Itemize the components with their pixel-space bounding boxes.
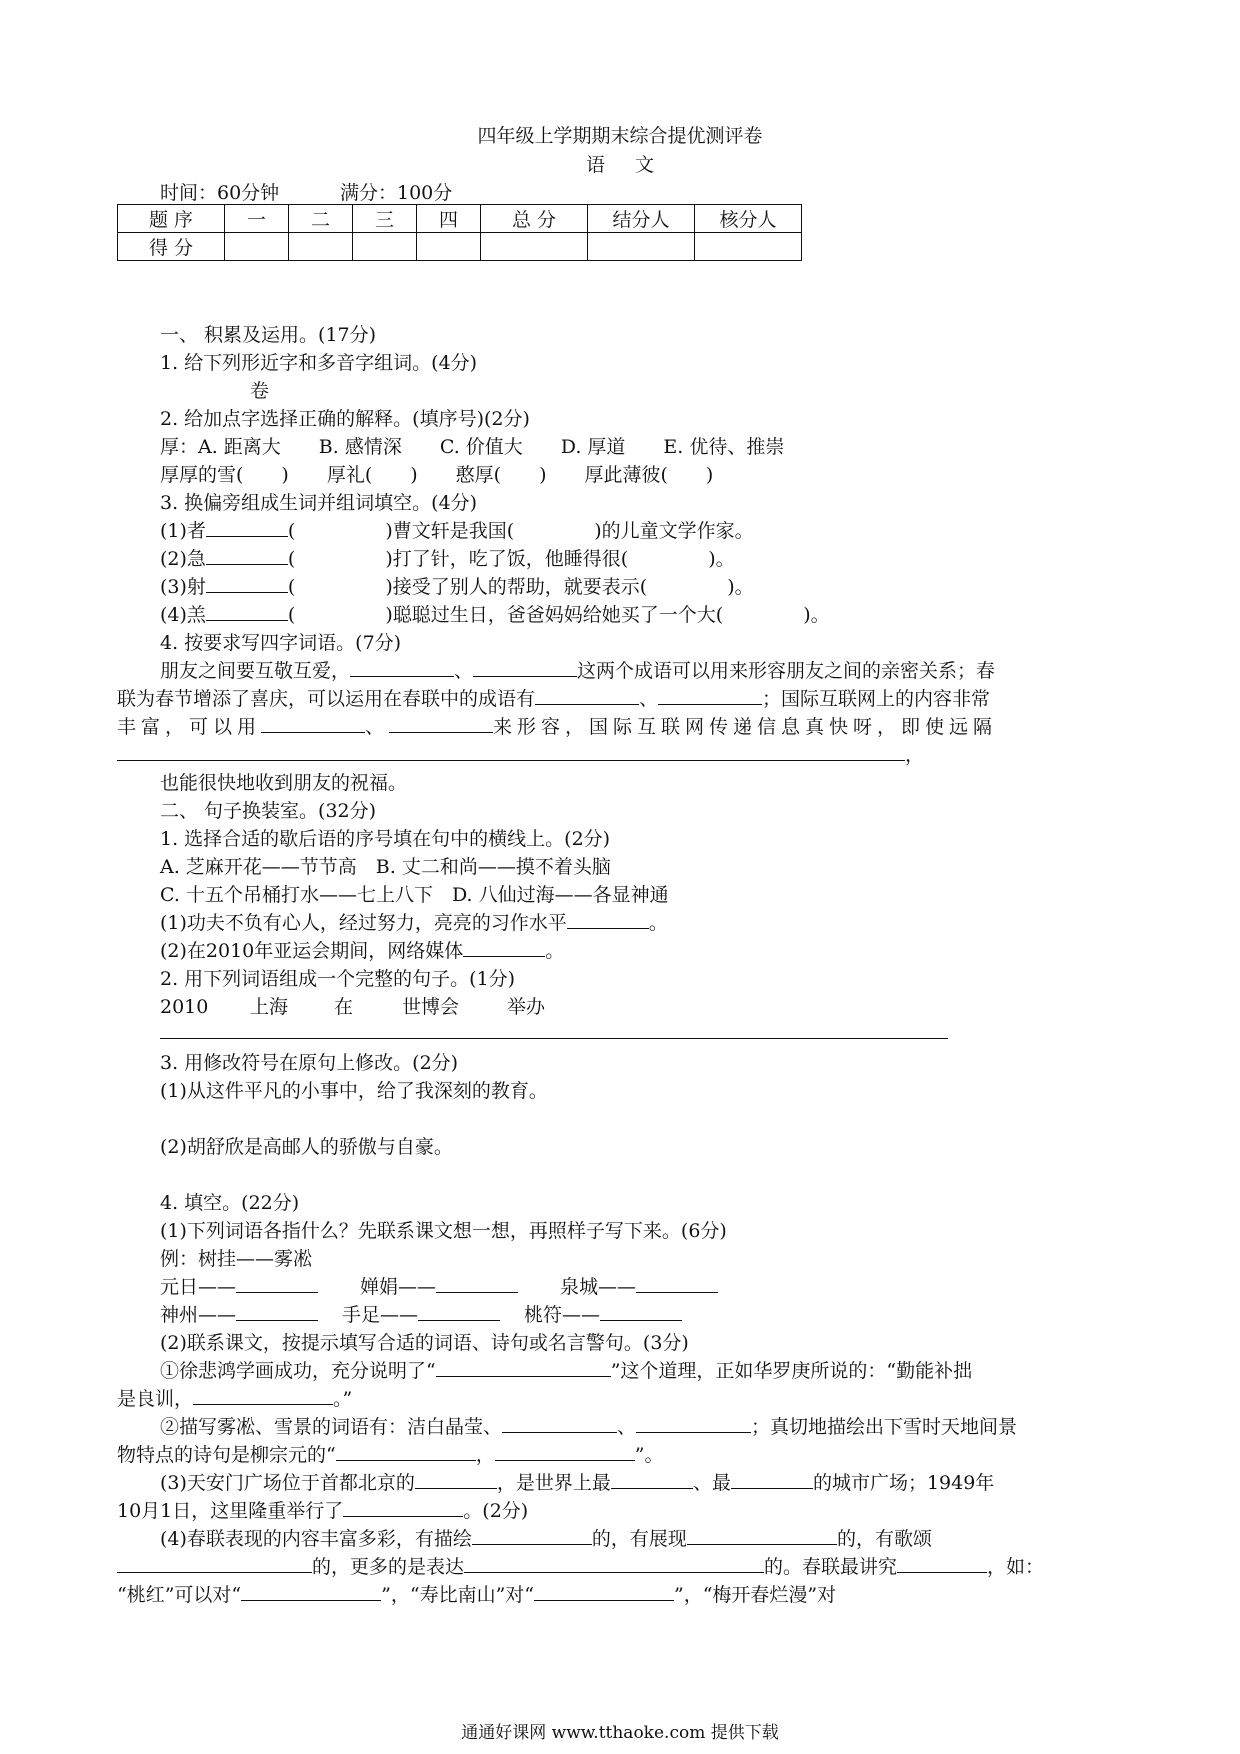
- question-text: (1)下列词语各指什么？先联系课文想一想，再照样子写下来。(6分): [160, 1220, 727, 1242]
- score-table-header-row: [118, 205, 802, 233]
- paragraph-line: 丰富，可以用 、 来形容，国际互联网传递信息真快呀，即使远隔: [117, 716, 998, 738]
- sentence: (2)胡舒欣是高邮人的骄傲与自豪。: [160, 1136, 453, 1158]
- answer-blank[interactable]: [567, 910, 649, 929]
- question-text: 4. 填空。(22分): [160, 1192, 300, 1214]
- item-text: 曹文轩是我国(: [392, 520, 515, 542]
- answer-blank[interactable]: [464, 1554, 764, 1573]
- text: ②描写雾凇、雪景的词语有：洁白晶莹、: [160, 1416, 503, 1438]
- paragraph-line: [117, 1440, 663, 1467]
- item-text: 聪聪过生日，爸爸妈妈给她买了一个大(: [392, 604, 724, 626]
- text: 。”: [333, 1388, 353, 1410]
- list-item: (3)射 ( )接受了别人的帮助，就要表示( )。: [160, 576, 754, 598]
- answer-blank[interactable]: [241, 1582, 381, 1601]
- answer-blank[interactable]: [415, 1470, 497, 1489]
- word-list: [160, 992, 545, 1019]
- question-text: 2. 用下列词语组成一个完整的句子。(1分): [160, 968, 516, 990]
- answer-blank[interactable]: [343, 1498, 463, 1517]
- paragraph-line: [117, 1384, 352, 1411]
- paragraph-line: [160, 1356, 972, 1383]
- text: 是良训，: [117, 1388, 194, 1410]
- example: 例：树挂——雾凇: [160, 1248, 313, 1270]
- table-cell: 总 分: [481, 205, 588, 233]
- paragraph-line: ，: [117, 740, 924, 767]
- answer-blank[interactable]: [418, 1302, 500, 1321]
- word: 2010: [160, 996, 209, 1018]
- answer-blank[interactable]: [336, 1442, 476, 1461]
- answer-blank[interactable]: [350, 658, 454, 677]
- text: “桃红”可以对“: [117, 1584, 242, 1606]
- answer-blank[interactable]: [436, 1358, 611, 1377]
- word: 泉城——: [560, 1276, 637, 1298]
- text: 的，更多的是表达: [312, 1556, 465, 1578]
- item-text: )。: [727, 576, 754, 598]
- answer-blank[interactable]: [206, 602, 288, 621]
- text: 。(2分): [463, 1500, 529, 1522]
- text: 来形容，国际互联网传递信息真快呀，即使远隔: [493, 716, 998, 738]
- exam-subject: 语文: [585, 154, 684, 176]
- exam-time: 时间：60分钟: [160, 182, 280, 204]
- text: 联为春节增添了喜庆，可以运用在春联中的成语有: [117, 688, 536, 710]
- question-text: (2)联系课文，按提示填写合适的词语、诗句或名言警句。(3分): [160, 1332, 689, 1354]
- question-text: 卷: [250, 380, 270, 402]
- answer-blank[interactable]: [463, 938, 545, 957]
- list-item: (2)在2010年亚运会期间，网络媒体 。: [160, 940, 565, 962]
- question-text: 3. 换偏旁组成生词并组词填空。(4分): [160, 492, 478, 514]
- paragraph-line: 联为春节增添了喜庆，可以运用在春联中的成语有 、 ；国际互联网上的内容非常: [117, 688, 991, 710]
- table-cell[interactable]: [588, 233, 695, 261]
- answer-blank[interactable]: [611, 1470, 693, 1489]
- answer-blank[interactable]: [502, 1414, 617, 1433]
- question-text: 1. 给下列形近字和多音字组词。(4分): [160, 352, 478, 374]
- answer-blank[interactable]: [472, 1526, 592, 1545]
- answer-blank[interactable]: [206, 546, 288, 565]
- question-text: 1. 选择合适的歇后语的序号填在句中的横线上。(2分): [160, 828, 611, 850]
- item-label: (2)急: [160, 548, 206, 570]
- word: 世博会: [402, 996, 460, 1018]
- text: ”。: [634, 1444, 664, 1466]
- question-text: 2. 给加点字选择正确的解释。(填序号)(2分): [160, 408, 530, 430]
- answer-blank[interactable]: [495, 1442, 635, 1461]
- text: ，是世界上最: [496, 1472, 611, 1494]
- text: (2)在2010年亚运会期间，网络媒体: [160, 940, 464, 962]
- list-item: (2)急 ( )打了针，吃了饭，他睡得很( )。: [160, 548, 735, 570]
- answer-blank[interactable]: [658, 686, 762, 705]
- text: 、最: [692, 1472, 731, 1494]
- item-label: (4)羔: [160, 604, 206, 626]
- item-text: 打了针，吃了饭，他睡得很(: [392, 548, 629, 570]
- item-text: )。: [708, 548, 735, 570]
- table-cell[interactable]: [695, 233, 802, 261]
- answer-blank[interactable]: [117, 1554, 312, 1573]
- list-item: (1)功夫不负有心人，经过努力，亮亮的习作水平 。: [160, 912, 668, 934]
- paragraph-line: 朋友之间要互敬互爱， 、 这两个成语可以用来形容朋友之间的亲密关系；春: [160, 660, 996, 682]
- word: 元日——: [160, 1276, 237, 1298]
- text: (4)春联表现的内容丰富多彩，有描绘: [160, 1528, 472, 1550]
- answer-blank[interactable]: [160, 1020, 948, 1039]
- answer-blank[interactable]: [389, 714, 493, 733]
- answer-blank[interactable]: [236, 1302, 318, 1321]
- table-cell[interactable]: [481, 233, 588, 261]
- text: 也能很快地收到朋友的祝福。: [160, 772, 408, 794]
- word: 上海: [250, 996, 289, 1018]
- table-cell: 一: [225, 205, 289, 233]
- score-table-score-row: [118, 233, 802, 261]
- answer-blank[interactable]: [193, 1386, 333, 1405]
- word: 神州——: [160, 1304, 237, 1326]
- table-cell: 二: [289, 205, 353, 233]
- text: 的。春联最讲究: [764, 1556, 898, 1578]
- text: 这两个成语可以用来形容朋友之间的亲密关系；春: [577, 660, 996, 682]
- list-item: (1)者 ( )曹文轩是我国( )的儿童文学作家。: [160, 520, 754, 542]
- text: 的，有展现: [591, 1528, 687, 1550]
- sentence: (1)从这件平凡的小事中，给了我深刻的教育。: [160, 1080, 548, 1102]
- paragraph-line: [117, 1496, 528, 1523]
- text: 物特点的诗句是柳宗元的“: [117, 1444, 336, 1466]
- table-cell: 核分人: [695, 205, 802, 233]
- question-items: 厚厚的雪( ) 厚礼( ) 憨厚( ) 厚此薄彼( ): [160, 464, 714, 486]
- question-options: 厚：A. 距离大 B. 感情深 C. 价值大 D. 厚道 E. 优待、推崇: [160, 436, 785, 458]
- item-text: )的儿童文学作家。: [594, 520, 754, 542]
- item-label: (3)射: [160, 576, 206, 598]
- answer-blank[interactable]: [731, 1470, 813, 1489]
- text: 10月1日，这里隆重举行了: [117, 1500, 344, 1522]
- answer-blank[interactable]: [473, 658, 577, 677]
- answer-blank[interactable]: [206, 518, 288, 537]
- text: ”，“梅开春烂漫”对: [674, 1584, 837, 1606]
- table-cell: 题 序: [118, 205, 225, 233]
- item-label: (1)者: [160, 520, 206, 542]
- question-options: C. 十五个吊桶打水——七上八下 D. 八仙过海——各显神通: [160, 884, 669, 906]
- text: 的城市广场；1949年: [812, 1472, 995, 1494]
- text: 朋友之间要互敬互爱，: [160, 660, 351, 682]
- question-text: 3. 用修改符号在原句上修改。(2分): [160, 1052, 459, 1074]
- table-cell: 结分人: [588, 205, 695, 233]
- word: 手足——: [342, 1304, 419, 1326]
- word: 桃符——: [524, 1304, 601, 1326]
- text: ”这个道理，正如华罗庚所说的：“勤能补拙: [610, 1360, 973, 1382]
- text: 丰富，可以用: [117, 716, 262, 738]
- table-cell[interactable]: [417, 233, 481, 261]
- answer-blank[interactable]: [687, 1526, 837, 1545]
- text: 的，有歌颂: [836, 1528, 932, 1550]
- answer-blank[interactable]: [236, 1274, 318, 1293]
- answer-blank[interactable]: [600, 1302, 682, 1321]
- answer-blank[interactable]: [261, 714, 365, 733]
- word-row: [160, 1300, 682, 1327]
- answer-line[interactable]: [160, 1020, 948, 1044]
- text: 、: [617, 1416, 637, 1438]
- text: ，如：: [987, 1556, 1045, 1578]
- table-cell: 四: [417, 205, 481, 233]
- text: (1)功夫不负有心人，经过努力，亮亮的习作水平: [160, 912, 567, 934]
- word: 婵娟——: [360, 1276, 437, 1298]
- table-cell[interactable]: [225, 233, 289, 261]
- text: ，: [475, 1444, 495, 1466]
- exam-full-score: 满分：100分: [340, 182, 453, 204]
- table-cell: 得 分: [118, 233, 225, 261]
- page-footer: 通通好课网 www.tthaoke.com 提供下载: [461, 1723, 779, 1743]
- answer-blank[interactable]: [636, 1414, 751, 1433]
- answer-blank[interactable]: [436, 1274, 518, 1293]
- section-1-title: 一、 积累及运用。(17分): [160, 324, 377, 346]
- word: 举办: [507, 996, 546, 1018]
- section-2-title: 二、 句子换装室。(32分): [160, 800, 377, 822]
- text: (3)天安门广场位于首都北京的: [160, 1472, 415, 1494]
- text: ；真切地描绘出下雪时天地间景: [751, 1416, 1018, 1438]
- text: ①徐悲鸿学画成功，充分说明了“: [160, 1360, 436, 1382]
- word: 在: [334, 996, 354, 1018]
- table-cell[interactable]: [353, 233, 417, 261]
- text: ”，“寿比南山”对“: [381, 1584, 534, 1606]
- paragraph-line: [160, 1468, 994, 1495]
- question-options: A. 芝麻开花——节节高 B. 丈二和尚——摸不着头脑: [160, 856, 611, 878]
- item-text: 接受了别人的帮助，就要表示(: [392, 576, 648, 598]
- paragraph-line: [117, 1580, 836, 1607]
- answer-blank[interactable]: [117, 742, 905, 761]
- list-item: (4)羔 ( )聪聪过生日，爸爸妈妈给她买了一个大( )。: [160, 604, 830, 626]
- answer-blank[interactable]: [636, 1274, 718, 1293]
- exam-title: 四年级上学期期末综合提优测评卷: [477, 125, 763, 147]
- word-row: [160, 1272, 718, 1299]
- table-cell[interactable]: [289, 233, 353, 261]
- score-table: [117, 204, 802, 261]
- table-cell: 三: [353, 205, 417, 233]
- answer-blank[interactable]: [535, 686, 639, 705]
- text: ；国际互联网上的内容非常: [762, 688, 991, 710]
- item-text: )。: [803, 604, 830, 626]
- paragraph-line: [160, 1412, 1017, 1439]
- paragraph-line: [160, 1524, 932, 1551]
- paragraph-line: [117, 1552, 1044, 1579]
- question-text: 4. 按要求写四字词语。(7分): [160, 632, 402, 654]
- answer-blank[interactable]: [897, 1554, 987, 1573]
- answer-blank[interactable]: [534, 1582, 674, 1601]
- answer-blank[interactable]: [206, 574, 288, 593]
